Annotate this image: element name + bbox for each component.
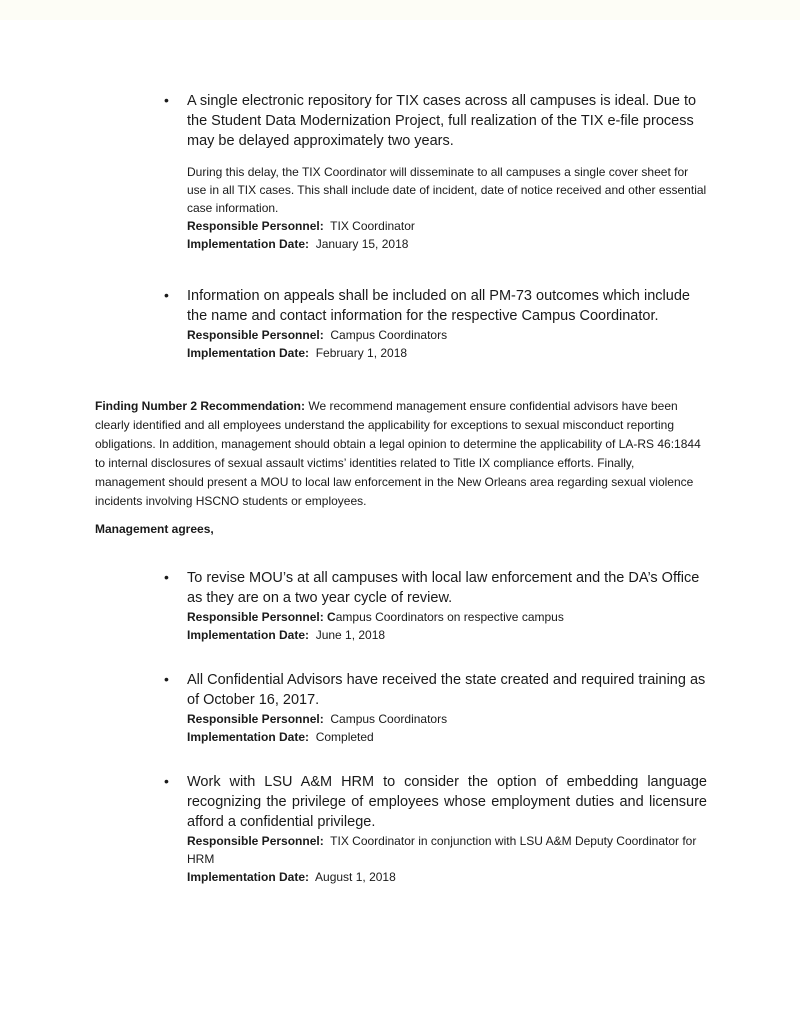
implementation-date (187, 235, 707, 253)
responsible-personnel (187, 608, 707, 626)
implementation-date-value: Completed (315, 730, 374, 744)
top-band (0, 0, 800, 20)
implementation-date (187, 728, 707, 746)
implementation-date-value: January 15, 2018 (315, 237, 409, 251)
implementation-date-label: Implementation Date: (187, 628, 310, 642)
responsible-personnel-value: Campus Coordinators (330, 328, 448, 342)
responsible-personnel-value: TIX Coordinator in conjunction with LSU A&M Deputy Coordinator for HRM (187, 834, 697, 866)
responsible-personnel-label: Responsible Personnel: (187, 610, 324, 624)
finding-label: Finding Number 2 Recommendation: (95, 399, 306, 413)
implementation-date (187, 344, 707, 362)
implementation-date (187, 868, 707, 886)
item-note: During this delay, the TIX Coordinator will disseminate to all campuses a single cover sheet for use in all TIX cases. This shall include date of incident, date of notice received and other essential case information. (187, 165, 707, 215)
item-text: Information on appeals shall be included on all PM-73 outcomes which include the name and contact information for the respective Campus Coordinator. (187, 288, 690, 324)
management-statement: Management agrees, (95, 522, 214, 536)
responsible-personnel-label: Responsible Personnel: (187, 834, 324, 848)
implementation-date-label: Implementation Date: (187, 237, 310, 251)
list-item (164, 91, 707, 253)
responsible-personnel (187, 832, 707, 868)
item-text: A single electronic repository for TIX cases across all campuses is ideal. Due to the Student Data Modernization Project, full realization of the TIX e-file process may be delayed approximately two years. (187, 93, 697, 149)
bullet: • (164, 671, 169, 687)
list-item (164, 286, 707, 362)
implementation-date-label: Implementation Date: (187, 346, 310, 360)
bullet: • (164, 287, 169, 303)
implementation-date-value: June 1, 2018 (315, 628, 386, 642)
implementation-date-label: Implementation Date: (187, 730, 310, 744)
responsible-personnel-value: ampus Coordinators on respective campus (335, 610, 564, 624)
responsible-personnel (187, 326, 707, 344)
responsible-personnel-label: Responsible Personnel: (187, 712, 324, 726)
implementation-date-value: August 1, 2018 (315, 870, 396, 884)
bullet: • (164, 569, 169, 585)
item-text: To revise MOU’s at all campuses with local law enforcement and the DA’s Office as they are on a two year cycle of review. (187, 570, 700, 606)
list-item (164, 568, 707, 644)
list-item (164, 772, 707, 886)
responsible-personnel-value: TIX Coordinator (330, 219, 415, 233)
responsible-personnel-first-letter: C (327, 610, 336, 624)
implementation-date-value: February 1, 2018 (315, 346, 408, 360)
list-item (164, 670, 707, 746)
implementation-date-label: Implementation Date: (187, 870, 310, 884)
item-text: All Confidential Advisors have received the state created and required training as of October 16, 2017. (187, 672, 706, 708)
responsible-personnel (187, 217, 707, 235)
finding-text: We recommend management ensure confidential advisors have been clearly identified and all employees understand the applicability for exceptions to sexual misconduct reporting obligations. In addition, management should obtain a legal opinion to determine the applicability of LA-RS 46:1844 to internal disclosures of sexual assault victims’ identities related to Title IX compliance efforts. Finally, management should present a MOU to local law enforcement in the New Orleans area regarding sexual violence incidents involving HSCNO students or employees. (95, 399, 701, 508)
responsible-personnel-value: Campus Coordinators (330, 712, 448, 726)
item-text: Work with LSU A&M HRM to consider the option of embedding language recognizing the privilege of employees whose employment duties and licensure afford a confidential privilege. (187, 774, 707, 830)
implementation-date (187, 626, 707, 644)
bullet: • (164, 773, 169, 789)
responsible-personnel-label: Responsible Personnel: (187, 219, 324, 233)
finding-paragraph (95, 397, 707, 511)
bullet: • (164, 92, 169, 108)
responsible-personnel-label: Responsible Personnel: (187, 328, 324, 342)
responsible-personnel (187, 710, 707, 728)
